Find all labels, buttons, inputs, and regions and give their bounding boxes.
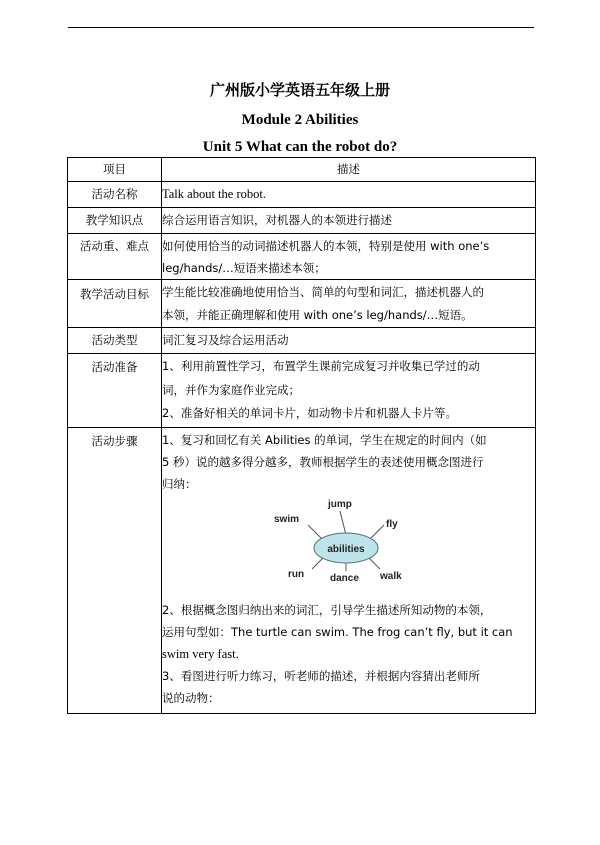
- concept-word-fly: fly: [386, 519, 398, 530]
- table-row: [68, 428, 536, 714]
- connector-swim: [308, 525, 322, 539]
- concept-map-graphic: [266, 495, 426, 599]
- lesson-plan-table: [67, 157, 536, 714]
- row-label: 活动准备: [68, 354, 162, 428]
- row-text: 词汇复习及综合运用活动: [162, 328, 536, 354]
- concept-word-dance: dance: [330, 573, 359, 584]
- row-text: Talk about the robot.: [162, 187, 266, 201]
- row-text-line: 2、准备好相关的单词卡片，如动物卡片和机器人卡片等。: [162, 406, 457, 420]
- concept-word-walk: walk: [380, 571, 402, 582]
- row-text-line: 如何使用恰当的动词描述机器人的本领，特别是使用 with one’s: [162, 239, 490, 253]
- table-row: [68, 280, 536, 328]
- row-label: 教学知识点: [68, 208, 162, 234]
- header-rule: [68, 27, 534, 28]
- connector-walk: [368, 557, 380, 569]
- step-text-line: swim very fast.: [162, 647, 239, 661]
- table-header-row: [68, 158, 536, 182]
- row-text-line: leg/hands/…短语来描述本领；: [162, 261, 326, 275]
- concept-word-run: run: [288, 569, 305, 580]
- table-row: [68, 208, 536, 234]
- document-title: 广州版小学英语五年级上册: [209, 81, 390, 99]
- row-text-line: 学生能比较准确地使用恰当、简单的句型和词汇，描述机器人的: [162, 285, 484, 299]
- step-text-line: 2、根据概念图归纳出来的词汇，引导学生描述所知动物的本领，: [162, 603, 492, 617]
- concept-word-swim: swim: [274, 514, 300, 525]
- step-text-line: 归纳：: [162, 477, 197, 491]
- connector-run: [312, 557, 324, 569]
- row-label: 活动类型: [68, 328, 162, 354]
- step-text-line: 5 秒）说的越多得分越多，教师根据学生的表述使用概念图进行: [162, 455, 484, 469]
- module-title: Module 2 Abilities: [241, 112, 359, 128]
- row-label: 活动名称: [68, 182, 162, 208]
- header-description: 描述: [162, 158, 536, 182]
- step-text-line: 说的动物：: [162, 691, 220, 705]
- table-row: [68, 182, 536, 208]
- concept-center-label: abilities: [327, 544, 365, 555]
- row-text-line: 1、利用前置性学习，布置学生课前完成复习并收集已学过的动: [162, 359, 480, 373]
- row-text: 综合运用语言知识，对机器人的本领进行描述: [162, 208, 536, 234]
- concept-word-jump: jump: [328, 499, 352, 510]
- step-text-line: 3、看图进行听力练习，听老师的描述，并根据内容猜出老师所: [162, 669, 480, 683]
- row-label: 活动步骤: [68, 428, 162, 714]
- header-item: 项目: [68, 158, 162, 182]
- step-text-line: 1、复习和回忆有关 Abilities 的单词，学生在规定的时间内（如: [162, 433, 487, 447]
- unit-title: Unit 5 What can the robot do?: [202, 139, 398, 155]
- table-row: [68, 354, 536, 428]
- table-row: [68, 234, 536, 280]
- connector-fly: [370, 525, 384, 539]
- row-text-line: 词，并作为家庭作业完成；: [162, 382, 300, 397]
- row-label: 教学活动目标: [68, 280, 162, 328]
- step-text-line: 运用句型如：The turtle can swim. The frog can’t fly, but it can: [162, 625, 513, 639]
- row-label: 活动重、难点: [68, 234, 162, 280]
- table-row: [68, 328, 536, 354]
- row-text-line: 本领，并能正确理解和使用 with one’s leg/hands/…短语。: [162, 308, 473, 322]
- concept-map: [162, 495, 535, 599]
- connector-jump: [340, 511, 346, 535]
